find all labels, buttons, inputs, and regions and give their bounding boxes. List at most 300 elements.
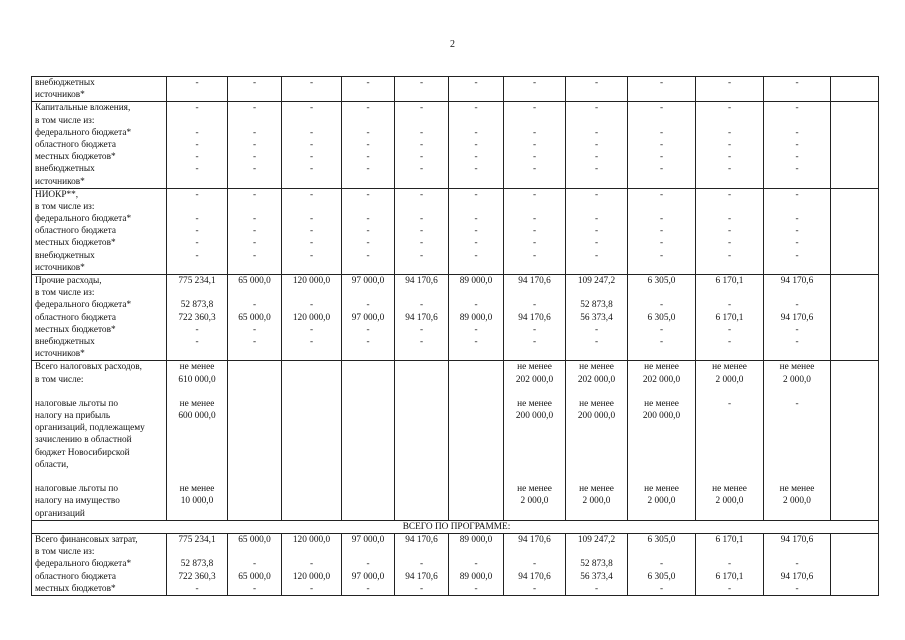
blank-line	[167, 546, 227, 558]
table-body	[32, 77, 879, 596]
cell-line: -	[795, 214, 799, 225]
cell-line: федерального бюджета*	[35, 214, 132, 225]
cell-line: налоговые льготы по	[35, 398, 119, 409]
cell-line: -	[795, 559, 799, 570]
cell-line: -	[366, 324, 370, 335]
value-cell	[395, 533, 449, 595]
cell-line: -	[532, 103, 537, 114]
cell-line: -	[366, 250, 370, 261]
cell-line: -	[727, 214, 732, 225]
cell-line: -	[309, 583, 314, 594]
row-label	[32, 361, 167, 520]
cell-line: -	[309, 300, 314, 311]
cell-line: 97 000,0	[351, 571, 385, 582]
blank-line	[167, 459, 227, 471]
value-cell	[395, 77, 449, 102]
table-row	[32, 361, 879, 520]
blank-line	[566, 287, 627, 299]
cell-line: -	[659, 238, 664, 249]
blank-line	[504, 201, 565, 213]
cell-line: -	[795, 189, 799, 200]
table-row	[32, 188, 879, 274]
cell-line: -	[594, 103, 599, 114]
cell-line: 97 000,0	[351, 276, 385, 286]
cell-line: 6 170,1	[715, 571, 744, 582]
blank-line	[566, 546, 627, 558]
cell-line: -	[727, 127, 732, 138]
cell-line: -	[659, 583, 664, 594]
value-cell	[764, 77, 831, 102]
cell-line: 94 170,6	[405, 312, 438, 323]
blank-line	[228, 287, 281, 299]
cell-line: -	[195, 78, 199, 88]
cell-line: -	[252, 103, 257, 114]
value-cell	[696, 275, 764, 361]
cell-line: -	[659, 103, 664, 114]
cell-line: -	[309, 324, 314, 335]
cell-line: -	[366, 139, 370, 150]
cell-line: организаций	[35, 508, 85, 519]
cell-line: -	[532, 214, 537, 225]
cell-line: в том числе из:	[35, 288, 95, 299]
cell-line: -	[659, 164, 664, 175]
value-cell	[449, 102, 504, 188]
cell-line: -	[659, 300, 664, 311]
blank-line	[282, 546, 341, 558]
cell-line: 56 373,4	[580, 312, 613, 323]
cell-line: 89 000,0	[459, 312, 493, 323]
blank-line	[167, 434, 227, 446]
blank-line	[566, 115, 627, 127]
value-cell	[167, 102, 228, 188]
cell-line: -	[727, 559, 732, 570]
blank-line	[566, 201, 627, 213]
value-cell	[167, 77, 228, 102]
cell-line: -	[795, 78, 799, 88]
cell-line: источников*	[35, 90, 85, 101]
cell-line: 775 234,1	[178, 534, 216, 545]
cell-line: -	[309, 127, 314, 138]
cell-line: -	[419, 164, 424, 175]
cell-line: -	[366, 152, 370, 163]
cell-line: -	[419, 189, 424, 200]
cell-line: -	[532, 139, 537, 150]
cell-line: не менее	[517, 398, 552, 409]
cell-line: не менее	[517, 362, 552, 373]
value-cell	[449, 77, 504, 102]
cell-line: 2 000,0	[582, 496, 611, 507]
value-cell	[228, 533, 282, 595]
blank-line	[764, 115, 830, 127]
blank-line	[167, 422, 227, 434]
blank-line	[228, 201, 281, 213]
blank-line	[696, 434, 763, 446]
cell-line: -	[366, 127, 370, 138]
blank-line	[395, 115, 448, 127]
cell-line: -	[659, 226, 664, 237]
cell-line: 94 170,6	[780, 534, 814, 545]
cell-line: -	[474, 250, 478, 261]
blank-line	[696, 459, 763, 471]
cell-line: налоговые льготы по	[35, 484, 119, 495]
cell-line: 610 000,0	[178, 374, 216, 385]
blank-line	[764, 386, 830, 398]
cell-line: Всего налоговых расходов,	[35, 362, 142, 373]
cell-line: -	[795, 226, 799, 237]
cell-line: не менее	[579, 484, 614, 495]
cell-line: -	[419, 139, 424, 150]
row-label	[32, 77, 167, 102]
cell-line: -	[419, 559, 424, 570]
blank-line	[395, 546, 448, 558]
value-cell	[764, 188, 831, 274]
cell-line: -	[594, 583, 599, 594]
cell-line: -	[309, 226, 314, 237]
cell-line: 722 360,3	[178, 312, 216, 323]
cell-line: 6 170,1	[715, 534, 744, 545]
cell-line: -	[366, 238, 370, 249]
cell-line: Всего финансовых затрат,	[35, 534, 138, 545]
cell-line: -	[419, 300, 424, 311]
cell-line: -	[419, 103, 424, 114]
cell-line: 109 247,2	[577, 534, 616, 545]
cell-line: 94 170,6	[518, 312, 551, 323]
value-cell	[167, 188, 228, 274]
cell-line: 94 170,6	[518, 571, 551, 582]
blank-line	[566, 447, 627, 459]
cell-line: -	[366, 103, 370, 114]
blank-line	[628, 459, 695, 471]
cell-line: внебюджетных	[35, 78, 95, 88]
cell-line: 200 000,0	[515, 411, 554, 422]
cell-line: зачислению в областной	[35, 435, 132, 446]
value-cell	[504, 188, 566, 274]
cell-line: -	[474, 226, 478, 237]
cell-line: -	[309, 238, 314, 249]
cell-line: -	[532, 324, 537, 335]
value-cell	[167, 533, 228, 595]
blank-line	[342, 287, 394, 299]
cell-line: -	[366, 78, 370, 88]
cell-line: -	[419, 238, 424, 249]
cell-line: -	[419, 336, 424, 347]
cell-line: -	[795, 300, 799, 311]
cell-line: -	[532, 164, 537, 175]
cell-line: -	[659, 127, 664, 138]
cell-line: федерального бюджета*	[35, 127, 132, 138]
blank-line	[167, 115, 227, 127]
cell-line: -	[309, 164, 314, 175]
cell-line: -	[474, 189, 478, 200]
value-cell	[831, 361, 879, 520]
cell-line: -	[727, 250, 732, 261]
cell-line: -	[366, 300, 370, 311]
cell-line: внебюджетных	[35, 250, 95, 261]
value-cell	[566, 533, 628, 595]
blank-line	[504, 471, 565, 483]
blank-line	[167, 471, 227, 483]
cell-line: -	[795, 336, 799, 347]
cell-line: -	[419, 583, 424, 594]
cell-line: местных бюджетов*	[35, 583, 116, 594]
cell-line: 94 170,6	[780, 312, 814, 323]
blank-line	[228, 115, 281, 127]
cell-line: -	[252, 559, 257, 570]
blank-line	[566, 471, 627, 483]
cell-line: -	[474, 139, 478, 150]
cell-line: -	[659, 152, 664, 163]
cell-line: -	[474, 152, 478, 163]
blank-line	[449, 287, 503, 299]
blank-line	[395, 361, 448, 373]
cell-line: -	[727, 152, 732, 163]
cell-line: -	[252, 189, 257, 200]
cell-line: не менее	[779, 484, 815, 495]
cell-line: 6 305,0	[647, 571, 676, 582]
cell-line: -	[659, 189, 664, 200]
cell-line: 6 170,1	[715, 312, 744, 323]
cell-line: не менее	[179, 362, 215, 373]
cell-line: -	[727, 238, 732, 249]
cell-line: -	[195, 127, 199, 138]
cell-line: -	[252, 250, 257, 261]
value-cell	[282, 533, 342, 595]
cell-line: 6 305,0	[647, 534, 676, 545]
value-cell	[395, 188, 449, 274]
value-cell	[628, 533, 696, 595]
cell-line: -	[795, 583, 799, 594]
cell-line: областного бюджета	[35, 312, 116, 323]
cell-line: -	[532, 78, 537, 88]
value-cell	[504, 533, 566, 595]
cell-line: -	[195, 152, 199, 163]
cell-line: 202 000,0	[577, 374, 616, 385]
blank-line	[628, 201, 695, 213]
cell-line: -	[419, 214, 424, 225]
cell-line: 200 000,0	[577, 411, 616, 422]
cell-line: 6 305,0	[647, 312, 676, 323]
blank-line	[167, 386, 227, 398]
cell-line: -	[309, 103, 314, 114]
value-cell	[764, 533, 831, 595]
cell-line: 94 170,6	[518, 534, 551, 545]
blank-line	[395, 201, 448, 213]
cell-line: в том числе:	[35, 374, 84, 385]
value-cell	[831, 188, 879, 274]
blank-line	[628, 471, 695, 483]
value-cell	[628, 188, 696, 274]
cell-line: -	[795, 103, 799, 114]
blank-line	[504, 447, 565, 459]
cell-line: -	[532, 238, 537, 249]
value-cell	[566, 102, 628, 188]
cell-line: 120 000,0	[292, 534, 331, 545]
blank-line	[696, 447, 763, 459]
cell-line: -	[252, 583, 257, 594]
blank-line	[628, 115, 695, 127]
cell-line: в том числе из:	[35, 201, 95, 212]
value-cell	[228, 188, 282, 274]
cell-line: в том числе из:	[35, 115, 95, 126]
page-number: 2	[450, 39, 455, 50]
value-cell	[696, 188, 764, 274]
cell-line: -	[532, 226, 537, 237]
cell-line: бюджет Новосибирской	[35, 447, 130, 458]
blank-line	[342, 201, 394, 213]
cell-line: -	[252, 336, 257, 347]
blank-line	[831, 77, 878, 89]
cell-line: -	[532, 189, 537, 200]
blank-line	[696, 201, 763, 213]
section-heading: ВСЕГО ПО ПРОГРАММЕ:	[32, 520, 879, 533]
value-cell	[342, 361, 395, 520]
row-label	[32, 102, 167, 188]
blank-line	[696, 115, 763, 127]
blank-line	[764, 546, 830, 558]
cell-line: -	[195, 336, 199, 347]
cell-line: -	[195, 583, 199, 594]
cell-line: 65 000,0	[238, 571, 271, 582]
cell-line: 56 373,4	[580, 571, 613, 582]
cell-line: -	[195, 164, 199, 175]
cell-line: -	[795, 398, 799, 409]
blank-line	[628, 546, 695, 558]
blank-line	[831, 189, 878, 201]
cell-line: внебюджетных	[35, 164, 95, 175]
blank-line	[764, 447, 830, 459]
blank-line	[628, 422, 695, 434]
cell-line: -	[195, 103, 199, 114]
cell-line: -	[727, 78, 732, 88]
value-cell	[282, 361, 342, 520]
cell-line: 65 000,0	[238, 276, 271, 286]
blank-line	[282, 115, 341, 127]
value-cell	[696, 77, 764, 102]
value-cell	[282, 188, 342, 274]
cell-line: 2 000,0	[783, 374, 811, 385]
cell-line: Прочие расходы,	[35, 276, 102, 286]
blank-line	[566, 459, 627, 471]
cell-line: -	[594, 214, 599, 225]
blank-line	[764, 434, 830, 446]
cell-line: -	[474, 559, 478, 570]
cell-line: -	[659, 139, 664, 150]
value-cell	[831, 77, 879, 102]
cell-line: организаций, подлежащему	[35, 423, 145, 434]
cell-line: -	[474, 103, 478, 114]
cell-line: -	[252, 300, 257, 311]
cell-line: -	[727, 300, 732, 311]
cell-line: местных бюджетов*	[35, 152, 116, 163]
blank-line	[449, 115, 503, 127]
cell-line: 52 873,8	[580, 300, 613, 311]
cell-line: -	[727, 103, 732, 114]
cell-line: -	[594, 238, 599, 249]
cell-line: 94 170,6	[405, 571, 438, 582]
value-cell	[449, 361, 504, 520]
cell-line: -	[366, 189, 370, 200]
cell-line: -	[659, 214, 664, 225]
blank-line	[282, 361, 341, 373]
value-cell	[764, 361, 831, 520]
cell-line: -	[366, 583, 370, 594]
cell-line: -	[727, 583, 732, 594]
row-label	[32, 275, 167, 361]
cell-line: -	[252, 152, 257, 163]
cell-line: -	[366, 164, 370, 175]
value-cell	[831, 533, 879, 595]
blank-line	[449, 201, 503, 213]
cell-line: 94 170,6	[780, 276, 814, 286]
cell-line: -	[252, 324, 257, 335]
cell-line: -	[474, 78, 478, 88]
cell-line: -	[659, 559, 664, 570]
blank-line	[504, 115, 565, 127]
cell-line: -	[594, 336, 599, 347]
cell-line: -	[727, 336, 732, 347]
cell-line: -	[474, 300, 478, 311]
cell-line: -	[419, 78, 424, 88]
cell-line: 6 305,0	[647, 276, 676, 286]
cell-line: -	[474, 238, 478, 249]
cell-line: -	[309, 250, 314, 261]
cell-line: -	[727, 139, 732, 150]
cell-line: федерального бюджета*	[35, 559, 132, 570]
cell-line: -	[195, 238, 199, 249]
cell-line: -	[309, 139, 314, 150]
value-cell	[831, 275, 879, 361]
cell-line: областного бюджета	[35, 571, 116, 582]
value-cell	[282, 102, 342, 188]
cell-line: -	[532, 127, 537, 138]
value-cell	[566, 275, 628, 361]
cell-line: не менее	[644, 484, 679, 495]
cell-line: налогу на прибыль	[35, 411, 111, 422]
value-cell	[628, 275, 696, 361]
value-cell	[342, 533, 395, 595]
cell-line: 94 170,6	[405, 534, 438, 545]
cell-line: 94 170,6	[518, 276, 551, 286]
value-cell	[628, 102, 696, 188]
value-cell	[566, 188, 628, 274]
cell-line: -	[594, 78, 599, 88]
cell-line: 94 170,6	[780, 571, 814, 582]
cell-line: 120 000,0	[292, 312, 331, 323]
cell-line: источников*	[35, 349, 85, 360]
value-cell	[696, 361, 764, 520]
cell-line: -	[795, 152, 799, 163]
cell-line: -	[727, 324, 732, 335]
cell-line: -	[594, 226, 599, 237]
cell-line: -	[727, 226, 732, 237]
blank-line	[831, 534, 878, 546]
cell-line: 65 000,0	[238, 312, 271, 323]
value-cell	[167, 361, 228, 520]
value-cell	[395, 275, 449, 361]
cell-line: не менее	[579, 398, 614, 409]
section-heading-row	[32, 520, 879, 533]
cell-line: -	[195, 189, 199, 200]
value-cell	[228, 77, 282, 102]
blank-line	[282, 201, 341, 213]
cell-line: областного бюджета	[35, 226, 116, 237]
value-cell	[449, 533, 504, 595]
cell-line: -	[532, 559, 537, 570]
blank-line	[504, 422, 565, 434]
cell-line: -	[532, 152, 537, 163]
cell-line: -	[727, 164, 732, 175]
cell-line: 2 000,0	[520, 496, 549, 507]
